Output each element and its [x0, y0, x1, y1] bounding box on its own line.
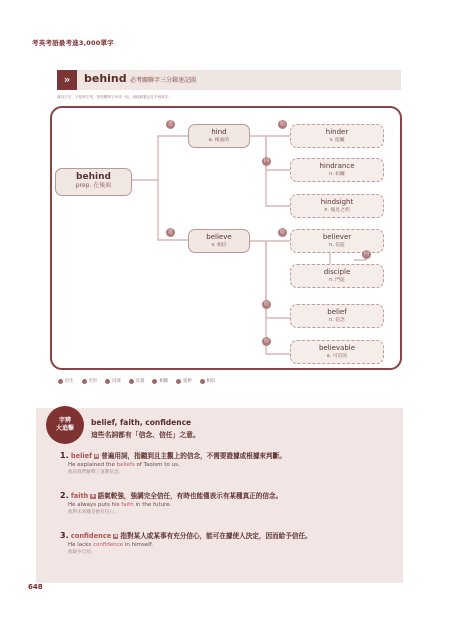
pos-tag: n [91, 494, 95, 499]
node-word: behind [76, 172, 111, 182]
legend-dot-icon [152, 379, 157, 384]
legend-item [129, 378, 145, 384]
usage-entry [60, 490, 282, 515]
usage-entry [60, 450, 286, 475]
entry-heading [60, 450, 286, 460]
legend-label: 近形 [88, 379, 98, 384]
entry-explanation: 普遍用詞，指聽到且主觀上的信念，不需要證據或根據來判斷。 [101, 452, 286, 460]
legend-dot-icon [82, 379, 87, 384]
node-hindrance [290, 158, 384, 182]
entry-explanation: 指對某人或某事有充分信心，能可在據使人決定，因而給予信任。 [120, 532, 312, 540]
entry-number: 3. [60, 531, 69, 540]
legend-item [200, 378, 216, 384]
entry-number: 1. [60, 451, 69, 460]
legend-label: 相似 [206, 379, 216, 384]
node-believable [290, 340, 384, 364]
node-def: a. 後面的 [208, 138, 230, 143]
legend-dot-icon [200, 379, 205, 384]
legend-label: 同義 [112, 379, 121, 384]
word-map-icon: » [57, 70, 77, 90]
badge-line: 字辨 [58, 417, 71, 424]
pos-tag: n [114, 534, 118, 539]
relation-badge: 衍 [279, 229, 285, 235]
entry-word: faith [70, 492, 89, 500]
node-believe [188, 229, 250, 253]
entry-word: confidence [70, 532, 112, 540]
legend-item [82, 378, 98, 384]
node-word: hind [211, 128, 227, 136]
legend-label: 延伸 [182, 379, 192, 384]
relation-badge: 衍 [279, 121, 285, 127]
legend-dot-icon [58, 379, 63, 384]
node-word: hindrance [319, 162, 355, 170]
entry-number: 2. [60, 491, 69, 500]
node-word: believe [206, 233, 232, 241]
pos-tag: n [94, 454, 99, 459]
node-def: v. 相信 [211, 243, 227, 248]
entry-word: belief [70, 452, 92, 460]
legend [58, 378, 215, 384]
node-hind [188, 124, 250, 148]
entry-heading [60, 490, 282, 500]
node-word: believer [322, 233, 352, 241]
node-def: prep. 在後面 [75, 182, 112, 189]
usage-subtitle: 這些名詞都有「信念、信任」之意。 [91, 431, 200, 439]
node-hinder [290, 124, 384, 148]
node-def: a. 可信的 [326, 354, 348, 359]
node-word: disciple [323, 268, 351, 276]
node-def: n. 信念 [329, 318, 345, 323]
running-head: 考英考語最考進3,000單字 [32, 39, 114, 47]
legend-dot-icon [176, 379, 181, 384]
entry-explanation: 語氣較強，強調完全信任，有時也能僅表示有某種真正的信念。 [97, 492, 283, 500]
node-disciple [290, 264, 384, 288]
intro-text: 運用字首、字根與字尾，把相關單字串成一組，就能輕鬆記住多個單字。 [57, 95, 172, 99]
example-sentence: He lacks confidence in himself. [68, 542, 154, 548]
node-def: n. 妨礙 [329, 172, 345, 177]
node-root [55, 168, 132, 196]
node-word: hindsight [320, 198, 354, 206]
example-translation: 他向我們解釋了道教信念。 [68, 470, 124, 475]
legend-item [105, 378, 121, 384]
relation-badge: 近 [167, 229, 173, 235]
legend-dot-icon [129, 379, 134, 384]
relation-badge: 近 [167, 121, 173, 127]
legend-dot-icon [105, 379, 110, 384]
node-believer [290, 229, 384, 253]
relation-badge: 衍 [263, 338, 269, 344]
badge-line: 大追擊 [55, 425, 74, 432]
node-belief [290, 304, 384, 328]
legend-item [58, 378, 74, 384]
example-sentence: He explained the beliefs of Taoism to us. [68, 462, 180, 468]
node-hindsight [290, 194, 384, 218]
relation-badge: 同 [363, 251, 369, 257]
node-word: believable [318, 344, 356, 352]
legend-label: 反義 [135, 379, 145, 384]
node-def: n. 門徒 [329, 278, 345, 283]
node-word: belief [327, 308, 347, 316]
example-translation: 他缺少自信。 [68, 550, 96, 555]
usage-title: belief, faith, confidence [91, 418, 192, 427]
node-def: v. 阻礙 [329, 138, 345, 143]
usage-entry [60, 530, 312, 555]
legend-item [152, 378, 168, 384]
node-def: n. 信徒 [329, 243, 345, 248]
example-sentence: He always puts his faith in the future. [68, 502, 172, 508]
legend-label: 衍生 [65, 379, 74, 384]
entry-heading [60, 530, 312, 540]
node-word: hinder [325, 128, 349, 136]
head-word: behind [84, 72, 127, 85]
relation-badge: 衍 [263, 301, 269, 307]
legend-label: 相關 [159, 379, 168, 384]
relation-badge: 同 [263, 158, 269, 164]
page-number: 648 [28, 583, 43, 591]
title-subtitle: 必考關聯字三分鐘速記圖 [130, 77, 197, 84]
section-badge [46, 406, 84, 444]
example-translation: 他對未來總是抱有信心。 [68, 510, 119, 515]
node-def: n. 後見之明 [324, 208, 350, 213]
legend-item [176, 378, 192, 384]
